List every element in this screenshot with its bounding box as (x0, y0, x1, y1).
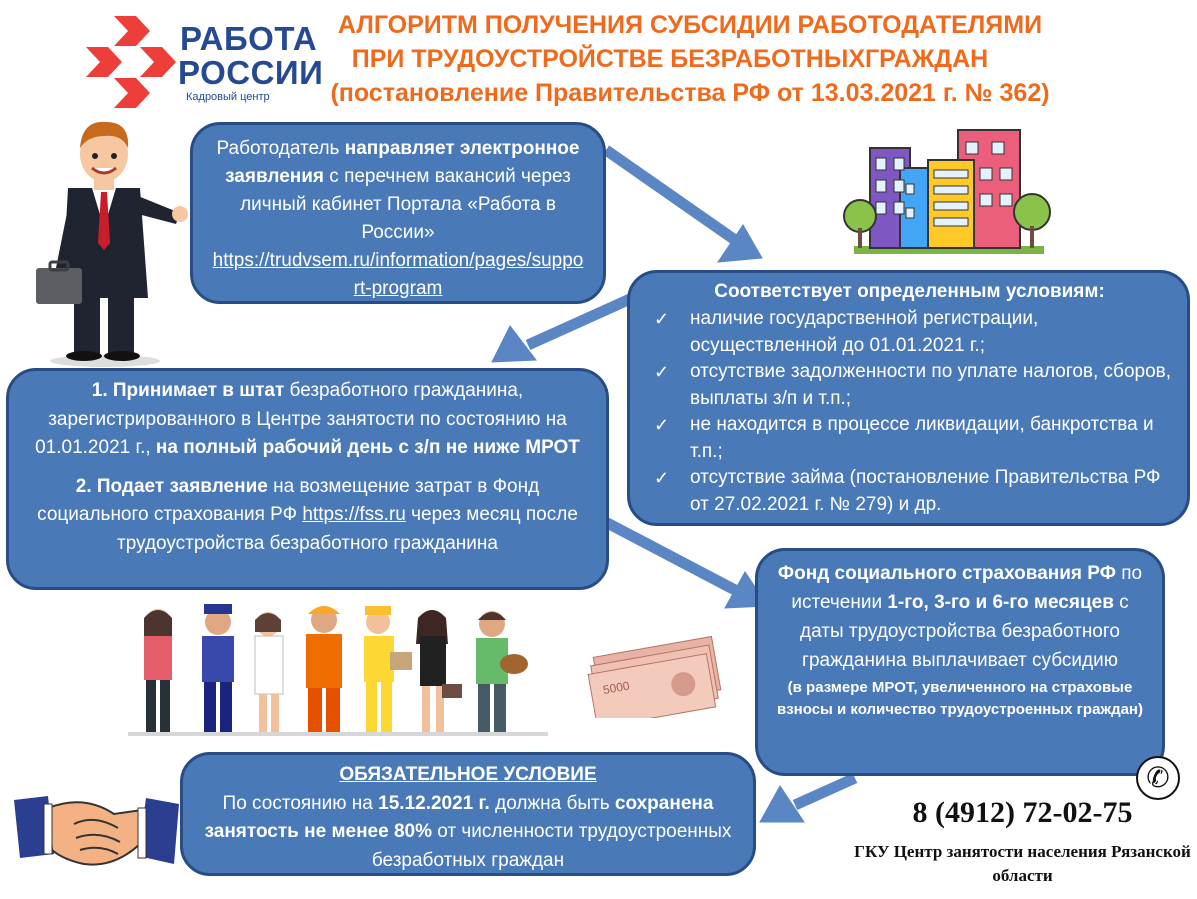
conditions-list (644, 306, 1175, 518)
title-line1: АЛГОРИТМ ПОЛУЧЕНИЯ СУБСИДИИ РАБОТОДАТЕЛЯМИ (337, 11, 1043, 39)
title-line2: ПРИ ТРУДОУСТРОЙСТВЕ БЕЗРАБОТНЫХГРАЖДАН (351, 45, 989, 73)
hire-and-apply-box (6, 368, 609, 590)
conditions-box (627, 270, 1190, 526)
box3-paragraph-1: 1. Принимает в штат безработного гражданина, зарегистрированного в Центре занятости по состоянию на 01.01.2021 г., на полный рабочий день с з/п не ниже МРОТ (35, 380, 580, 458)
fss-link[interactable]: https://fss.ru (302, 504, 406, 525)
mandatory-condition-box (180, 752, 756, 876)
contact-phone[interactable]: 8 (4912) 72-02-75 (912, 796, 1133, 829)
phone-icon: ✆ (1136, 756, 1180, 800)
box1-text-bold: направляет электронное заявления (225, 138, 580, 187)
check-icon: ✓ (654, 415, 670, 435)
logo-line2: РОССИИ (178, 54, 324, 91)
contact-organization: ГКУ Центр занятости населения Рязанской области (854, 842, 1191, 885)
box1-text-2: с перечнем вакансий через личный кабинет Портала «Работа в России» (240, 166, 571, 243)
handshake-illustration (14, 784, 179, 879)
trudvsem-link[interactable]: https://trudvsem.ru/information/pages/support-program (212, 250, 584, 299)
svg-text:5000: 5000 (601, 678, 631, 698)
mandatory-text: По состоянию на 15.12.2021 г. должна быть сохранена занятость не менее 80% от численности трудоустроенных безработных граждан (204, 792, 732, 871)
check-icon: ✓ (654, 309, 670, 329)
buildings-illustration (840, 128, 1055, 258)
arrow-4 (795, 778, 855, 805)
condition-item: ✓ не находится в процессе ликвидации, банкротства и т.п.; (654, 414, 1154, 462)
step-box-application (190, 122, 606, 304)
arrow-3 (594, 516, 735, 590)
box4-text: Фонд социального страхования РФ по истечении 1-го, 3-го и 6-го месяцев с даты трудоустройства безработного гражданина выплачивает субсидию (777, 563, 1143, 671)
condition-item: ✓ наличие государственной регистрации, осуществленной до 01.01.2021 г.; (654, 308, 1039, 356)
fss-payment-box (755, 548, 1165, 776)
mandatory-heading: ОБЯЗАТЕЛЬНОЕ УСЛОВИЕ (339, 764, 597, 785)
box3-paragraph-2: 2. Подает заявление на возмещение затрат в Фонд социального страхования РФ https://fss.ru через месяц после трудоустройства безработного гражданина (37, 475, 578, 554)
box1-text-1: Работодатель (216, 138, 345, 159)
money-illustration (585, 628, 735, 718)
check-icon: ✓ (654, 362, 670, 382)
condition-item: ✓ отсутствие задолженности по уплате налогов, сборов, выплаты з/п и т.п.; (654, 361, 1172, 409)
logo-subtitle: Кадровый центр (186, 91, 270, 103)
logo-line1: РАБОТА (180, 20, 318, 57)
workers-illustration (128, 598, 548, 740)
check-icon: ✓ (654, 468, 670, 488)
conditions-heading: Соответствует определенным условиям: (714, 281, 1105, 302)
arrow-1 (606, 150, 735, 240)
title-line3: (постановление Правительства РФ от 13.03.2021 г. № 362) (330, 79, 1050, 107)
box4-note: (в размере МРОТ, увеличенного на страховые взносы и количество трудоустроенных граждан) (777, 679, 1143, 718)
condition-item: ✓ отсутствие займа (постановление Правительства РФ от 27.02.2021 г. № 279) и др. (654, 467, 1161, 515)
businessman-illustration (30, 118, 190, 368)
